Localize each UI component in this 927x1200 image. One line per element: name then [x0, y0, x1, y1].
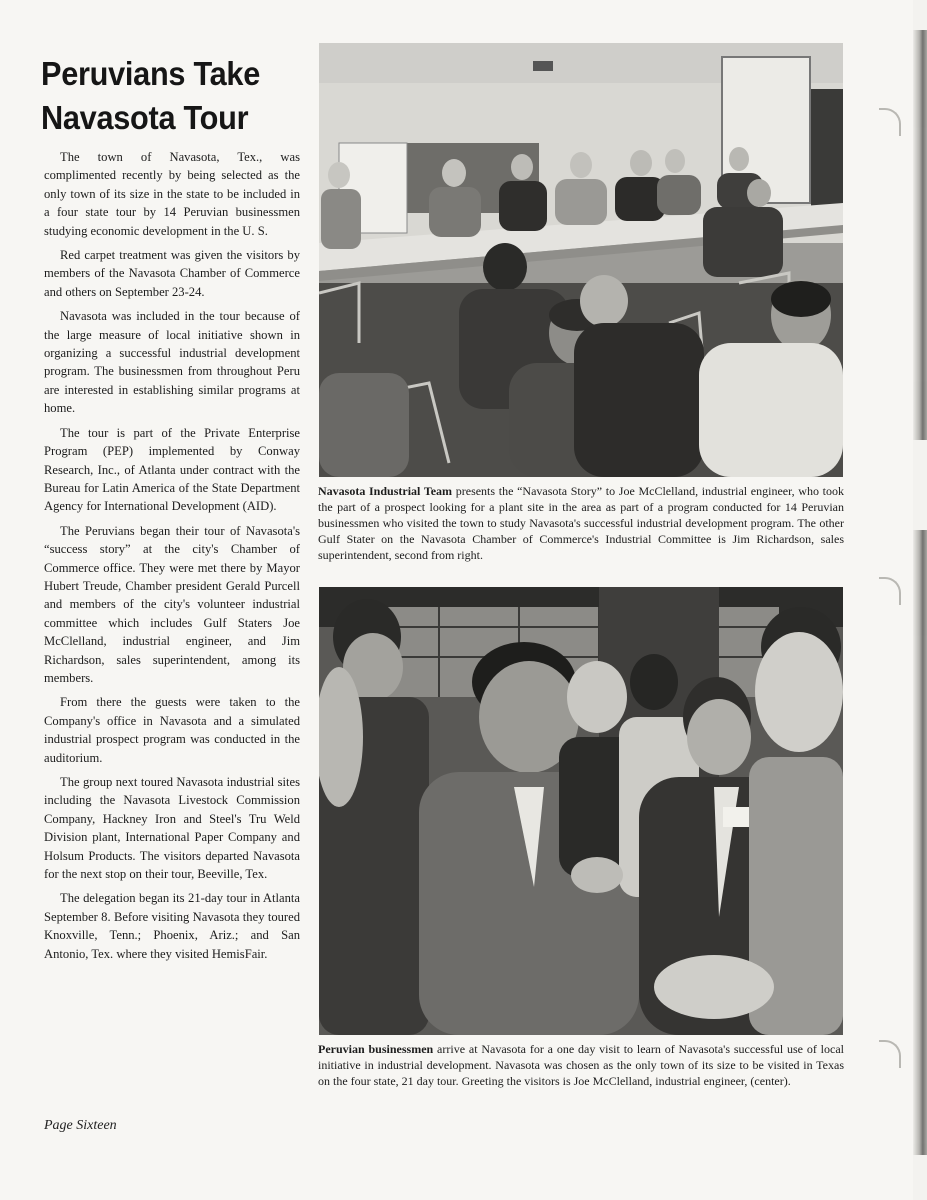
punch-hole-middle — [879, 577, 901, 605]
greeting-photo — [319, 587, 843, 1035]
greeting-photo-image — [319, 587, 843, 1035]
meeting-photo — [319, 43, 843, 477]
article-paragraph: The tour is part of the Private Enterprise Program (PEP) implemented by Conway Research, Inc., of Atlanta under contract with the Bureau for Latin America of the State Department Agency for International Development (AID). — [44, 425, 300, 514]
article-paragraph: The Peruvians began their tour of Navasota's “success story” at the city's Chamber of Commerce office. They were met there by Mayor Hubert Treude, Chamber president Gerald Purcell and members of the city's volunteer industrial committee which includes Gulf Staters Joe McClelland, industrial engineer, and Jim Richardson, sales superintendent, among its members. — [44, 523, 300, 685]
caption-text: arrive at Navasota for a one day visit to learn of Navasota's successful use of local initiative in industrial development. Navasota was chosen as the only town of its size to be visited in Texas on the four state, 21 day tour. Greeting the visitors is Joe McClelland, industrial engineer, (center). — [318, 1042, 844, 1088]
article-body — [44, 148, 300, 969]
article-title — [41, 52, 292, 140]
article-paragraph: Red carpet treatment was given the visitors by members of the Navasota Chamber of Commerce and others on September 23-24. — [44, 248, 300, 299]
punch-hole-bottom — [879, 1040, 901, 1068]
article-title-line-2: Navasota Tour — [41, 99, 249, 136]
article-paragraph: The group next toured Navasota industrial sites including the Navasota Livestock Commission Company, Hackney Iron and Steel's Tru Weld Division plant, International Paper Company and Holsum Products. The visitors departed Navasota for the next stop on their tour, Beeville, Tex. — [44, 775, 300, 882]
punch-hole-top — [879, 108, 901, 136]
caption-lead: Peruvian businessmen — [318, 1042, 434, 1056]
article-paragraph: The delegation began its 21-day tour in Atlanta September 8. Before visiting Navasota they toured Knoxville, Tenn.; Phoenix, Ariz.; and San Antonio, Tex. where they visited HemisFair. — [44, 891, 300, 961]
greeting-photo-caption — [318, 1041, 844, 1089]
caption-text: presents the “Navasota Story” to Joe McClelland, industrial engineer, who took the part of a prospect looking for a plant site in the area as part of a program conducted for 14 Peruvian businessmen who visited the town to study Navasota's successful industrial development program. The other Gulf Stater on the Navasota Chamber of Commerce's Industrial Committee is Jim Richardson, sales superintendent, second from right. — [318, 484, 844, 562]
caption-lead: Navasota Industrial Team — [318, 484, 453, 498]
article-paragraph: The town of Navasota, Tex., was complimented recently by being selected as the only town of its size in the state to be included in a four state tour by 14 Peruvian businessmen studying economic development in the U. S. — [44, 150, 300, 238]
meeting-photo-image — [319, 43, 843, 477]
scan-edge — [913, 0, 927, 1200]
article-paragraph: From there the guests were taken to the Company's office in Navasota and a simulated industrial prospect program was conducted in the auditorium. — [44, 695, 300, 765]
page-number-label: Page Sixteen — [44, 1118, 117, 1133]
article-title-line-1: Peruvians Take — [41, 55, 261, 92]
article-paragraph: Navasota was included in the tour because of the large measure of local initiative shown in organizing a successful industrial development program. The businessmen from throughout Peru are interested in establishing similar programs at home. — [44, 309, 300, 416]
meeting-photo-caption — [318, 483, 844, 563]
